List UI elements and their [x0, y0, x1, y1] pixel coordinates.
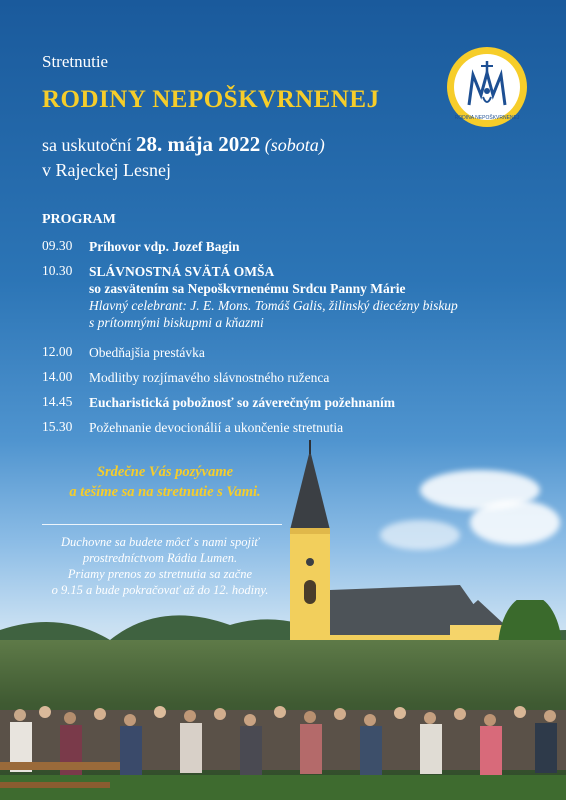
program-heading: PROGRAM — [42, 212, 116, 227]
program-item — [42, 238, 509, 255]
program-item — [42, 263, 509, 331]
program-item — [42, 394, 509, 411]
program-subtitle: so zasvätením sa Nepoškvrnenému Srdcu Panny Márie — [89, 281, 406, 296]
date-prefix: sa uskutoční — [42, 135, 136, 155]
date-weekday: (sobota) — [264, 135, 325, 155]
program-title: Požehnanie devocionálií a ukončenie stretnutia — [89, 420, 344, 435]
marian-monogram-icon — [447, 47, 527, 127]
program-item — [42, 369, 509, 386]
date-line — [42, 132, 325, 157]
invitation-line: a tešíme sa na stretnutie s Vami. — [69, 484, 261, 500]
program-item — [42, 344, 509, 361]
event-place: v Rajeckej Lesnej — [42, 160, 171, 180]
program-celebrant: Hlavný celebrant: J. E. Mons. Tomáš Galis, žilinský diecézny biskup — [89, 298, 458, 313]
radio-line: Duchovne sa budete môcť s nami spojiť — [61, 535, 259, 549]
invitation-line: Srdečne Vás pozývame — [96, 464, 234, 480]
program-time: 14.00 — [42, 369, 73, 384]
event-title: RODINY NEPOŠKVRNENEJ — [42, 86, 380, 113]
program-time: 10.30 — [42, 263, 73, 278]
program-item — [42, 419, 509, 436]
logo-ring-text: RODINA NEPOŠKVRNENEJ — [454, 115, 520, 121]
program-time: 12.00 — [42, 344, 73, 359]
radio-line: o 9.15 a bude pokračovať až do 12. hodiny. — [51, 583, 269, 597]
program-title: Príhovor vdp. Jozef Bagin — [89, 239, 240, 254]
program-time: 09.30 — [42, 238, 73, 253]
program-title: Eucharistická pobožnosť so záverečným požehnaním — [89, 395, 396, 410]
program-details — [89, 263, 509, 331]
radio-line: Priamy prenos zo stretnutia sa začne — [67, 567, 253, 581]
rodina-logo — [447, 47, 527, 127]
program-time: 15.30 — [42, 419, 73, 434]
event-subtitle: Stretnutie — [42, 52, 109, 71]
crowd — [0, 690, 566, 800]
divider — [42, 524, 282, 525]
radio-note — [40, 534, 280, 598]
event-date: 28. mája 2022 — [136, 132, 261, 156]
program-title: SLÁVNOSTNÁ SVÄTÁ OMŠA — [89, 264, 275, 279]
radio-line: prostredníctvom Rádia Lumen. — [82, 551, 238, 565]
program-title: Modlitby rozjímavého slávnostného ruženca — [89, 370, 330, 385]
program-time: 14.45 — [42, 394, 73, 409]
program-title: Obedňajšia prestávka — [89, 345, 205, 360]
invitation — [50, 462, 280, 502]
program-note: s prítomnými biskupmi a kňazmi — [89, 315, 264, 330]
